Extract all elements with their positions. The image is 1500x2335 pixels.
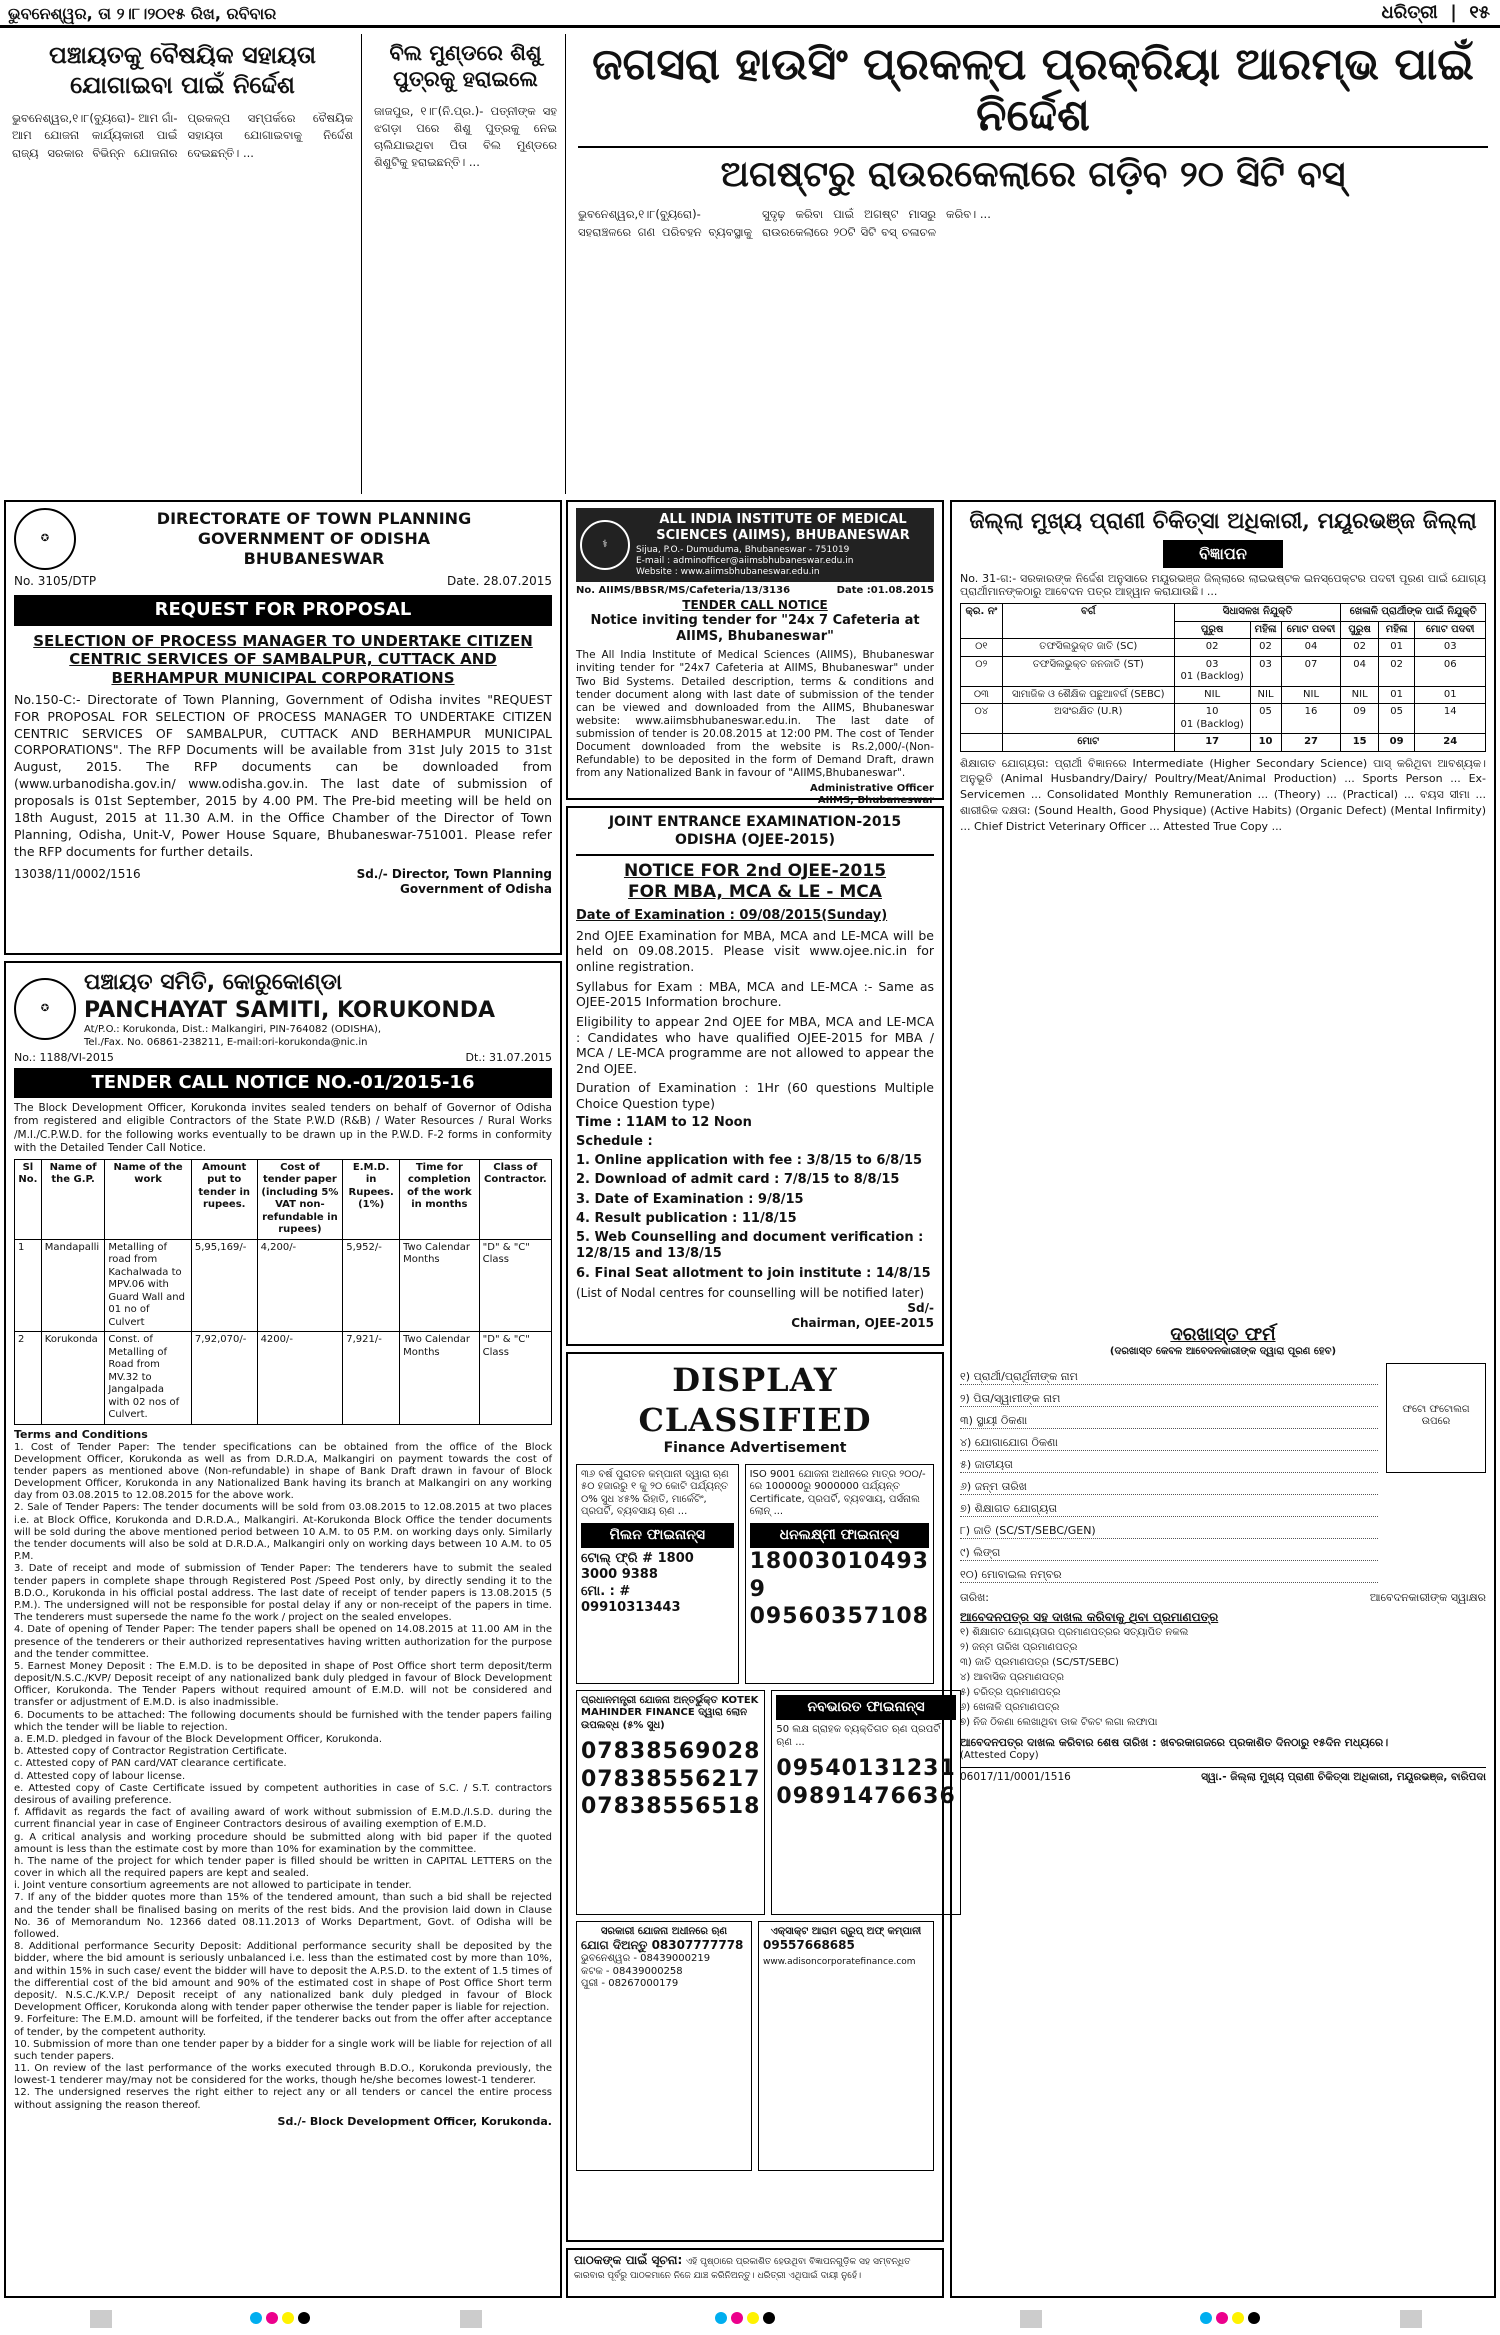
cyan-dot-icon [1200, 2312, 1212, 2324]
term-item: 4. Date of opening of Tender Paper: The tender papers shall be opened on 14.08.2015 at 11.00 AM in the presence of the tenderers or their authorized representatives having written authorization for the purpose and the tender committee. [14, 1624, 552, 1660]
col-header: ମହିଳା [1378, 621, 1415, 639]
aiims-logo-icon: ⚕ [580, 520, 630, 570]
table-cell: 01 [1415, 686, 1486, 704]
table-cell: 01 [1378, 639, 1415, 657]
aiims-address: Sijua, P.O.- Dumuduma, Bhubaneswar - 751019 [636, 544, 850, 555]
cvo-title: ଜିଲ୍ଲା ମୁଖ୍ୟ ପ୍ରାଣୀ ଚିକିତ୍ସା ଅଧିକାରୀ, ମୟୂରଭଞ୍ଜ ଜିଲ୍ଲା [969, 508, 1477, 534]
col-header: ମୋଟ ପଦବୀ [1415, 621, 1486, 639]
table-cell: NIL [1250, 686, 1281, 704]
schedule-item: 2. Download of admit card : 7/8/15 to 8/8/15 [576, 1172, 900, 1188]
form-field: ୨) ପିତା/ସ୍ୱାମୀଙ୍କ ନାମ [960, 1385, 1378, 1407]
cvo-intro: No. 31-ଗ:- ସରକାରଙ୍କ ନିର୍ଦ୍ଦେଶ ଅନୁସାରେ ମୟୂରଭଞ୍ଜ ଜିଲ୍ଲାରେ ଲାଇଭଷ୍ଟକ ଇନସ୍ପେକ୍ଟର ପଦବୀ ପୂରଣ ପାଇଁ ଯୋଗ୍ୟ ପ୍ରାର୍ଥୀମାନଙ୍କଠାରୁ ଆବେଦନ ପତ୍ର ଆହ୍ୱାନ କରାଯାଉଛି। ... [960, 571, 1486, 599]
table-row [15, 1332, 552, 1425]
ad-exact-aram [758, 1921, 934, 2171]
terms-list [14, 1442, 552, 2112]
attested-note: (Attested Copy) [960, 1750, 1039, 1761]
table-cell: NIL [1341, 686, 1378, 704]
page-number: ୧୫ [1469, 2, 1490, 23]
form-field: ୪) ଯୋଗାଯୋଗ ଠିକଣା [960, 1429, 1378, 1451]
col-header: Name of the work [105, 1159, 191, 1239]
black-dot-icon [298, 2312, 310, 2324]
table-cell: 09 [1378, 734, 1415, 752]
col-header: Name of the G.P. [41, 1159, 105, 1239]
branch-item: ଭୁବନେଶ୍ୱର - 08439000219 [581, 1953, 711, 1964]
ojee-note: (List of Nodal centres for counselling will be notified later) [576, 1285, 925, 1300]
table-cell: ୦୩ [961, 686, 1003, 704]
ad-ojee-notice [566, 806, 944, 1346]
ojee-schedule-label: Schedule : [576, 1133, 653, 1149]
ad-code: 06017/11/0001/1516 [960, 1770, 1071, 1783]
table-cell: Metalling of road from Kachalwada to MPV.06 with Guard Wall and 01 no of Culvert [105, 1239, 191, 1332]
table-cell: 5,952/- [343, 1239, 400, 1332]
term-item: i. Joint venture consortium agreements are not allowed to participate in tender. [14, 1880, 412, 1892]
table-cell: ତଫସିଲଭୁକ୍ତ ଜାତି (SC) [1002, 639, 1174, 657]
table-cell: 02 [1250, 639, 1281, 657]
aiims-name-1: ALL INDIA INSTITUTE OF MEDICAL [659, 512, 907, 527]
black-dot-icon [1248, 2312, 1260, 2324]
posts-table [960, 603, 1486, 752]
table-cell: ତଫସିଲଭୁକ୍ତ ଜନଜାତି (ST) [1002, 656, 1174, 686]
term-item: e. Attested copy of Caste Certificate issued by competent authorities in case of S.C. / S.T. contractors desirous of availing preference. [14, 1782, 552, 1806]
rfp-body: No.150-C:- Directorate of Town Planning, Government of Odisha invites "REQUEST FOR PROPOSAL FOR SELECTION OF PROCESS MANAGER TO UNDERTAKE CITIZEN CENTRIC SERVICES OF SAMBALPUR, CUTTACK AND BERHAMPUR MUNICIPAL CORPORATIONS". The RFP Documents will be available from 31st July 2015 to 31st August, 2015. The RFP documents can be downloaded from (www.urbanodisha.gov.in/ www.odisha.gov.in. The last date of submission of proposals is 01st September, 2015 by 4.00 PM. The Pre-bid meeting will be held on 18th August, 2015 at 11.30 A.M. in the Office Chamber of the Director of Town Planning, Odisha, Unit-V, Power House Square, Bhubaneswar-751001. Please refer the RFP documents for further details. [14, 691, 552, 859]
cert-item: ୬) ଖେଳାଳି ପ୍ରମାଣପତ୍ର [960, 1702, 1060, 1714]
table-cell: 10 01 (Backlog) [1174, 704, 1250, 734]
notice-body: ଏହି ପୃଷ୍ଠାରେ ପ୍ରକାଶିତ ହେଉଥିବା ବିଜ୍ଞାପନଗୁଡ଼ିକ ସହ ସମ୍ବନ୍ଧିତ କାରବାର ପୂର୍ବରୁ ପାଠକମାନେ ନିଜେ ଯାଞ୍ଚ କରିନିଅନ୍ତୁ। ଧରିତ୍ରୀ ଏଥିପାଇଁ ଦାୟୀ ନୁହେଁ। [574, 2257, 911, 2282]
signatory: Sd./- Block Development Officer, Korukonda. [277, 2114, 552, 2128]
table-cell: 4200/- [257, 1332, 343, 1425]
schedule-item: 3. Date of Examination : 9/8/15 [576, 1191, 804, 1207]
registration-square-icon [90, 2310, 112, 2328]
rfp-title: SELECTION OF PROCESS MANAGER TO UNDERTAKE CITIZEN CENTRIC SERVICES OF SAMBALPUR, CUTTACK AND BERHAMPUR MUNICIPAL CORPORATIONS [33, 631, 533, 687]
magenta-dot-icon [1216, 2312, 1228, 2324]
tender-heading: Notice inviting tender for "24x 7 Cafeteria at AIIMS, Bhubaneswar" [590, 612, 920, 644]
ad-aiims-tender [566, 500, 944, 806]
table-cell: 03 [1415, 639, 1486, 657]
table-row [961, 656, 1486, 686]
table-cell: 27 [1281, 734, 1341, 752]
table-cell: "D" & "C" Class [479, 1332, 551, 1425]
table-cell: 06 [1415, 656, 1486, 686]
table-cell: Two Calendar Months [400, 1332, 480, 1425]
table-cell: 05 [1250, 704, 1281, 734]
news-headline: ବିଲ ମୁଣ୍ଡରେ ଶିଶୁ ପୁତ୍ରକୁ ହରାଇଲେ [389, 40, 542, 92]
yellow-dot-icon [282, 2312, 294, 2324]
table-cell: Two Calendar Months [400, 1239, 480, 1332]
ad-phone: 07838569028 [581, 1739, 761, 1764]
signatory-org: AIIMS, Bhubaneswar [817, 795, 934, 806]
ad-company: ନବଭାରତ ଫାଇନାନ୍ସ [776, 1695, 955, 1721]
table-cell: 05 [1378, 704, 1415, 734]
cert-item: ୧) ଶିକ୍ଷାଗତ ଯୋଗ୍ୟତାର ପ୍ରମାଣପତ୍ରର ସତ୍ୟାପିତ ନକଲ [960, 1627, 1189, 1639]
term-item: 1. Cost of Tender Paper: The tender specifications can be obtained from the office of the Block Development Officer, Korukonda as well as from D.R.D.A, Malkangiri on payment towards the cost of tender papers as mentioned above (Non-refundable) in shape of Bank Draft drawn in favour of Block Development Officer, Korukonda in any Nationalized Bank having its branch at Malkangiri on any working day from 03.08.2015 to 12.08.2015 for the above work. [14, 1441, 552, 1502]
table-cell: ମୋଟ [1002, 734, 1174, 752]
ojee-para-3: Eligibility to appear 2nd OJEE for MBA, MCA and LE-MCA : Candidates who have qualified OJEE-2015 for MBA / MCA / LE-MCA programme are not allowed to appear the 2nd OJEE. [576, 1013, 934, 1076]
table-cell: ସାମାଜିକ ଓ ଶୈକ୍ଷିକ ପଛୁଆବର୍ଗ (SEBC) [1002, 686, 1174, 704]
ojee-title-1: JOINT ENTRANCE EXAMINATION-2015 [608, 814, 902, 830]
term-item: g. A critical analysis and working procedure should be submitted along with bid paper if the quoted amount is less than the estimate cost by more than 10% for examination by the committee. [14, 1831, 552, 1855]
notice-date: Date :01.08.2015 [836, 585, 934, 597]
signatory: Sd/- [907, 1300, 934, 1315]
ojee-title-2: ODISHA (OJEE-2015) [674, 831, 836, 848]
display-classified [566, 1352, 956, 2242]
ad-company: ଧନଲକ୍ଷ୍ମୀ ଫାଇନାନ୍ସ [750, 1523, 929, 1549]
news-headline-housing: ଜଗସରା ହାଉସିଂ ପ୍ରକଳ୍ପ ପ୍ରକ୍ରିୟା ଆରମ୍ଭ ପାଇଁ ନିର୍ଦ୍ଦେଶ [592, 39, 1474, 141]
table-cell [961, 734, 1003, 752]
ad-phone: 09560357108 [749, 1604, 929, 1629]
table-total-row [961, 734, 1486, 752]
table-cell: 07 [1281, 656, 1341, 686]
ad-phone: ଯୋଗ ଦିଅନ୍ତୁ 08307777778 [581, 1938, 744, 1952]
term-item: 11. On review of the last performance of the works executed through B.D.O., Korukonda previously, the lowest-1 tenderer may/may not be considered for the works, though he/she becomes lowest-1 tenderer. [14, 2063, 552, 2087]
dateline: ଭୁବନେଶ୍ୱର, ତା ୨।୮।୨୦୧୫ ରିଖ, ରବିବାର [8, 4, 277, 23]
form-field: ୩) ସ୍ଥାୟୀ ଠିକଣା [960, 1407, 1378, 1429]
schedule-item: 6. Final Seat allotment to join institute : 14/8/15 [576, 1265, 931, 1281]
table-cell: NIL [1281, 686, 1341, 704]
table-cell: 4,200/- [257, 1239, 343, 1332]
cvo-sub: ବିଜ୍ଞାପନ [1163, 540, 1283, 568]
col-header: ମହିଳା [1250, 621, 1281, 639]
ad-text: 50 ଲକ୍ଷ ଗ୍ରାହକ ବ୍ୟକ୍ତିଗତ ଋଣ ପ୍ରପର୍ଟି ଋଣ ... [776, 1724, 941, 1748]
col-header: ବର୍ଗ [1002, 604, 1174, 639]
ad-cvo-mayurbhanj [950, 500, 1496, 2298]
news-headline-bus: ଅଗଷ୍ଟରୁ ରାଉରକେଲାରେ ଗଡ଼ିବ ୨୦ ସିଟି ବସ୍ [720, 153, 1346, 196]
ad-phone: 07838556217 [581, 1766, 761, 1792]
tender-body: The All India Institute of Medical Sciences (AIIMS), Bhubaneswar inviting tender for "24x7 Cafeteria at AIIMS, Bhubaneswar" under Two Bid Systems. Detailed description, terms & conditions and tender document along with last date of submission of the tender can be viewed and downloaded from the AIIMS, Bhubaneswar website: www.aiimsbhubaneswar.edu.in. The last date of submission of tender is 20.08.2015 at 12:00 PM. The cost of Tender Document downloaded from the website is Rs.2,000/-(Non-Refundable) to be deposited in the form of Demand Draft, drawn from any Nationalized Bank in favour of "AIIMS,Bhubaneswar". [576, 649, 934, 780]
yellow-dot-icon [1232, 2312, 1244, 2324]
aiims-email: E-mail : adminofficer@aiimsbhubaneswar.edu.in [636, 555, 854, 566]
ad-phone: 09891476636 [776, 1783, 956, 1809]
table-cell: 24 [1415, 734, 1486, 752]
masthead: ଧରିତ୍ରୀ [1381, 2, 1438, 23]
ad-company: ମିଲନ ଫାଇନାନ୍ସ [581, 1523, 734, 1549]
odisha-emblem-icon: ✪ [14, 978, 76, 1040]
signatory: Administrative Officer [810, 782, 934, 794]
registration-square-icon [1020, 2310, 1042, 2328]
term-item: h. The name of the project for which tender paper is filled should be written in CAPITAL LETTERS on the cover in which all the required papers are kept and sealed. [14, 1855, 552, 1880]
col-header: Time for completion of the work in months [400, 1159, 480, 1239]
term-item: b. Attested copy of Contractor Registration Certificate. [14, 1746, 288, 1758]
form-field: ୭) ଶିକ୍ଷାଗତ ଯୋଗ୍ୟତା [960, 1495, 1378, 1517]
cert-item: ୨) ଜନ୍ମ ତାରିଖ ପ୍ରମାଣପତ୍ର [960, 1642, 1078, 1654]
notice-title: ପାଠକଙ୍କ ପାଇଁ ସୂଚନା: [574, 2253, 683, 2267]
signatory: ସ୍ୱା.- ଜିଲ୍ଲା ମୁଖ୍ୟ ପ୍ରାଣୀ ଚିକିତ୍ସା ଅଧିକାରୀ, ମୟୂରଭଞ୍ଜ, ବାରିପଦା [1201, 1770, 1486, 1783]
table-cell: 15 [1341, 734, 1378, 752]
signatory-org: Chairman, OJEE-2015 [791, 1315, 934, 1330]
signatory: Sd./- Director, Town Planning [356, 866, 552, 881]
ref-number: No. AIIMS/BBSR/MS/Cafeteria/13/3136 [576, 585, 791, 597]
registration-square-icon [1400, 2310, 1422, 2328]
ojee-notice-1: NOTICE FOR 2nd OJEE-2015 [623, 861, 887, 881]
ojee-exam-date: Date of Examination : 09/08/2015(Sunday) [576, 907, 888, 923]
table-cell: 09 [1341, 704, 1378, 734]
ad-website: www.adisoncorporatefinance.com [763, 1957, 916, 1967]
ad-phone: 18003010493​9 [749, 1549, 929, 1602]
classified-subtitle: Finance Advertisement [663, 1440, 847, 1456]
rfp-banner: REQUEST FOR PROPOSAL [14, 595, 552, 626]
form-field: ୮) ଜାତି (SC/ST/SEBC/GEN) [960, 1517, 1378, 1539]
ad-milan-finance [576, 1464, 739, 1684]
ad-dtp-rfp [4, 500, 562, 955]
notice-date: Dt.: 31.07.2015 [465, 1051, 552, 1064]
col-header: କ୍ର. ନଂ [961, 604, 1003, 639]
terms-label: Terms and Conditions [14, 1427, 148, 1441]
col-header: ପୁରୁଷ [1174, 621, 1250, 639]
branch-item: ପୁରୀ - 08267000179 [581, 1978, 679, 1989]
page-header [0, 0, 1500, 28]
group-header: ଖେଳାଳି ପ୍ରାର୍ଥୀଙ୍କ ପାଇଁ ନିଯୁକ୍ତି [1341, 604, 1486, 622]
cyan-dot-icon [715, 2312, 727, 2324]
term-item: 10. Submission of more than one tender paper by a bidder for a single work will be liable for rejection of all such tender papers. [14, 2038, 552, 2062]
cert-item: ୭) ନିଜ ଠିକଣା ଲେଖାଥିବା ଡାକ ଟିକଟ ଲଗା ଲଫାପା [960, 1717, 1158, 1729]
term-item: d. Attested copy of labour license. [14, 1770, 186, 1782]
table-cell: 2 [15, 1332, 42, 1425]
ad-text: ISO 9001 ଯୋଜନା ଅଧୀନରେ ମାତ୍ର ୨୦୦/- ରେ 100000ରୁ 9000000 ପର୍ଯ୍ୟନ୍ତ Certificate, ପ୍ରପର୍ଟି, ବ୍ୟବସାୟ, ପର୍ସନାଲ ଲୋନ୍ ... [749, 1468, 926, 1517]
ad-phone: 09557668685 [763, 1938, 855, 1952]
cert-item: ୪) ଆବାସିକ ପ୍ରମାଣପତ୍ର [960, 1672, 1064, 1684]
last-date: ଆବେଦନପତ୍ର ଦାଖଲ କରିବାର ଶେଷ ତାରିଖ : ଖବରକାଗଜରେ ପ୍ରକାଶିତ ଦିନଠାରୁ ୧୫ଦିନ ମଧ୍ୟରେ। [960, 1736, 1389, 1750]
ojee-time: Time : 11AM to 12 Noon [576, 1114, 752, 1130]
aiims-name-2: SCIENCES (AIIMS), BHUBANESWAR [656, 528, 910, 544]
table-cell: "D" & "C" Class [479, 1239, 551, 1332]
table-cell: 04 [1281, 639, 1341, 657]
yellow-dot-icon [747, 2312, 759, 2324]
photo-box: ଫଟୋ ଫଟୋଲଗ ଉପରେ [1386, 1363, 1486, 1473]
form-title: ଦରଖାସ୍ତ ଫର୍ମ [1170, 1323, 1276, 1345]
term-item: c. Attested copy of PAN card/VAT clearance certificate. [14, 1758, 287, 1770]
table-cell: 02 [1174, 639, 1250, 657]
table-cell: 02 [1378, 656, 1415, 686]
cyan-dot-icon [250, 2312, 262, 2324]
ref-number: No.: 1188/VI-2015 [14, 1051, 114, 1064]
aiims-website: Website : www.aiimsbhubaneswar.edu.in [636, 567, 820, 577]
term-item: 12. The undersigned reserves the right either to reject any or all tenders or cancel the entire process without assigning the reason thereof. [14, 2087, 552, 2111]
magenta-dot-icon [266, 2312, 278, 2324]
ad-code: 13038/11/0002/1516 [14, 866, 141, 881]
ad-title: ସରକାରୀ ଯୋଜନା ଅଧୀନରେ ଋଣ [600, 1925, 728, 1937]
form-field: ୬) ଜନ୍ମ ତାରିଖ [960, 1473, 1378, 1495]
ad-govt-scheme-loan [576, 1921, 752, 2171]
ad-kotek-finance [576, 1690, 765, 1915]
table-row [961, 686, 1486, 704]
org-line-2: GOVERNMENT OF ODISHA [197, 529, 431, 548]
col-header: ମୋଟ ପଦବୀ [1281, 621, 1341, 639]
news-body: ଜାଜପୁର, ୧।୮(ନି.ପ୍ର.)- ପତ୍ନୀଙ୍କ ସହ ଝଗଡ଼ା ପରେ ଶିଶୁ ପୁତ୍ରକୁ ନେଇ ଚାଲିଯାଇଥିବା ପିତା ବିଲ ମୁଣ୍ଡରେ ଶିଶୁଟିକୁ ହରାଇଛନ୍ତି। ... [374, 103, 557, 170]
org-line-3: BHUBANESWAR [243, 549, 385, 568]
col-header: Sl No. [15, 1159, 42, 1239]
ad-phone: ଟୋଲ୍ ଫ୍ରି # 1800 3000 9388 [581, 1551, 694, 1583]
black-dot-icon [763, 2312, 775, 2324]
form-field: ୧) ପ୍ରାର୍ଥୀ/ପ୍ରାର୍ଥିନୀଙ୍କ ନାମ [960, 1363, 1378, 1385]
ad-text: ପ୍ରଧାନମନ୍ତ୍ରୀ ଯୋଜନା ଅନ୍ତର୍ଭୁକ୍ତ KOTEK MAHINDER FINANCE ଦ୍ୱାରା ଲୋନ ଉପଲବ୍ଧ (୫% ସୁଧ) [581, 1694, 759, 1731]
cvo-body: ଶିକ୍ଷାଗତ ଯୋଗ୍ୟତା: ପ୍ରାର୍ଥୀ ବିଜ୍ଞାନରେ Intermediate (Higher Secondary Science) ପାସ୍ କରିଥିବା ଆବଶ୍ୟକ। ଅନୁଭୂତି (Animal Husbandry/Dairy/ Poultry/Meat/Animal Production) ... Sports Person ... Ex-Servicemen ... Consolidated Monthly Remuneration ... (Theory) ... (Practical) ... ବୟସ ସୀମା ... ଶାରୀରିକ ଦକ୍ଷତା: (Sound Health, Good Physique) (Active Habits) (Organic Defect) (Mental Infirmity) ... Chief District Veterinary Officer ... Attested True Copy ... [960, 756, 1486, 834]
table-cell: NIL [1174, 686, 1250, 704]
tcn-intro: The Block Development Officer, Korukonda invites sealed tenders on behalf of Governor of Odisha from registered and eligible Contractors of the State P.W.D (R&B) / Water Resources / Rural Works /M.I./C.P.W.D. for the following works eventually to be drawn up in the P.W.D. F-2 forms in conformity with the Detailed Tender Call Notice. [14, 1102, 552, 1154]
form-field: ୯) ଲିଙ୍ଗ [960, 1539, 1378, 1561]
term-item: a. E.M.D. pledged in favour of the Block Development Officer, Korukonda. [14, 1734, 383, 1745]
notice-date: Date. 28.07.2015 [446, 574, 552, 588]
samiti-address: At/P.O.: Korukonda, Dist.: Malkangiri, PIN-764082 (ODISHA), [84, 1024, 382, 1035]
ad-phone: ମୋ. : # 09910313443 [581, 1583, 681, 1615]
table-header-row [15, 1159, 552, 1239]
branch-item: କଟକ - 08439000258 [581, 1965, 683, 1977]
samiti-name: PANCHAYAT SAMITI, KORUKONDA [84, 997, 496, 1023]
table-cell: Const. of Metalling of Road from MV.32 to Jangalpada with 02 nos of Culvert. [105, 1332, 191, 1425]
table-cell: 14 [1415, 704, 1486, 734]
ad-phone: 09540131231 [776, 1756, 956, 1781]
ad-text: ୩୬ ବର୍ଷ ପୁରାତନ କମ୍ପାନୀ ଦ୍ୱାରା ଋଣ ୫୦ ହଜାରରୁ ୧ କୁ ୨୦ କୋଟି ପର୍ଯ୍ୟନ୍ତ ୦% ସୁଧ ୪୫% ରିହାତି, ମାର୍କେଟିଂ, ପ୍ରପର୍ଟି, ବ୍ୟବସାୟ ଋଣ ... [581, 1468, 729, 1517]
cert-title: ଆବେଦନପତ୍ର ସହ ଦାଖଲ କରିବାକୁ ଥିବା ପ୍ରମାଣପତ୍ର [960, 1610, 1219, 1625]
readers-notice [566, 2248, 944, 2298]
signatory-org: Government of Odisha [400, 881, 552, 896]
table-cell: 7,921/- [343, 1332, 400, 1425]
ad-dhanalaxmi-finance [745, 1464, 934, 1684]
table-cell: ୦୧ [961, 639, 1003, 657]
col-header: Cost of tender paper (including 5% VAT non-refundable in rupees) [257, 1159, 343, 1239]
table-cell: Mandapalli [41, 1239, 105, 1332]
ad-title: ଏକ୍ସାକ୍ଟ ଆରାମ ଗ୍ରୁପ୍ ଅଫ୍ କମ୍ପାନୀ [770, 1925, 922, 1937]
table-cell: 01 [1378, 686, 1415, 704]
table-cell: 16 [1281, 704, 1341, 734]
applicant-signature: ଆବେଦନକାରୀଙ୍କ ସ୍ୱାକ୍ଷର [1369, 1590, 1486, 1604]
news-body: ଭୁବନେଶ୍ୱର,୧।୮(ବ୍ୟୁରୋ)- ସହରାଞ୍ଚଳରେ ଗଣ ପରିବହନ ବ୍ୟବସ୍ଥାକୁ ସୁଦୃଢ଼ କରିବା ପାଇଁ ଅଗଷ୍ଟ ମାସରୁ ରାଉରକେଲାରେ ୨୦ଟି ସିଟି ବସ୍ ଚଳାଚଳ କରିବ। ... [578, 207, 991, 239]
ojee-schedule [576, 1153, 934, 1282]
col-header: Class of Contractor. [479, 1159, 551, 1239]
news-panchayat-support [4, 34, 362, 494]
ojee-para-4: Duration of Examination : 1Hr (60 questions Multiple Choice Question type) [576, 1080, 934, 1111]
works-table [14, 1159, 552, 1425]
masthead-page: ଧରିତ୍ରୀ | ୧୫ [1381, 2, 1490, 23]
form-subtitle: (ଦରଖାସ୍ତ କେବଳ ଆବେଦନକାରୀଙ୍କ ଦ୍ୱାରା ପୂରଣ ହେବ) [1109, 1346, 1337, 1357]
table-cell: ୦୨ [961, 656, 1003, 686]
term-item: 7. If any of the bidder quotes more than 15% of the tendered amount, than such a bid shall be rejected and the tender shall be finalised basing on merits of the rest bids. And the provision laid down in Clause No. 36 of Memorandum No. 12366 dated 08.11.2013 of Works Department, Govt. of Odisha will be followed. [14, 1892, 552, 1940]
ref-number: No. 3105/DTP [14, 574, 97, 588]
ad-phone: 07838556518 [581, 1794, 761, 1819]
news-housing-bus [570, 34, 1496, 494]
table-row [961, 639, 1486, 657]
group-header: ସିଧାସଳଖ ନିଯୁକ୍ତି [1174, 604, 1341, 622]
schedule-item: 4. Result publication : 11/8/15 [576, 1210, 797, 1226]
ojee-para-2: Syllabus for Exam : MBA, MCA and LE-MCA :- Same as OJEE-2015 Information brochure. [576, 978, 934, 1010]
classified-title: DISPLAY CLASSIFIED [638, 1361, 872, 1439]
term-item: 2. Sale of Tender Papers: The tender documents will be sold from 03.08.2015 to 12.08.2015 at two places i.e. at Block Office, Korukonda and D.R.D.A., Malkangiri. At-Korukonda Block Office the tender documents will be sold during the above mentioned period between 10 A.M. to 05 P.M. on working days only. Similarly the tender documents will also be sold at D.R.D.A., Malkangiri only on working days between 10 A.M. to 05 P.M. [14, 1502, 552, 1563]
odisha-emblem-icon: ✪ [14, 508, 76, 570]
term-item: 5. Earnest Money Deposit : The E.M.D. is to be deposited in shape of Post Office short term deposit/term deposit/N.S.C./KVP/ Deposit receipt of any nationalized bank duly pledged in favour of Block Development Officer, Korukonda. The Tender Papers without required amount of E.M.D. will not be considered and transfer or adjustment of E.M.D. is also inadmissible. [14, 1660, 552, 1709]
schedule-item: 1. Online application with fee : 3/8/15 to 6/8/15 [576, 1153, 923, 1169]
table-cell: ୦୪ [961, 704, 1003, 734]
col-header: ପୁରୁଷ [1341, 621, 1378, 639]
tcn-banner: TENDER CALL NOTICE NO.-01/2015-16 [14, 1068, 552, 1099]
table-cell: 17 [1174, 734, 1250, 752]
tender-call-notice: TENDER CALL NOTICE [682, 597, 828, 612]
term-item: 8. Additional performance Security Deposit: Additional performance security shall be deposited by the bidder, where the bid amount is seriously unbalanced i.e. less than the estimated cost by more than 10%, and within 15% in such case/ event the bidder will have to deposit the A.P.S.D. to the extent of 1.5 times of the differential cost of the bid amount and 90% of the estimated cost in shape of Post Office Short term deposit/. N.S.C./K.V.P./ Deposit receipt of any nationalized bank duly pledged in favour of Block Development Officer, Korukonda along with tender paper otherwise the tender paper is liable for rejection. [14, 1941, 552, 2014]
ad-korukonda-tender [4, 961, 562, 2298]
table-cell: Korukonda [41, 1332, 105, 1425]
cert-item: ୫) ଚରିତ୍ର ପ୍ରମାଣପତ୍ର [960, 1687, 1061, 1699]
table-cell: 03 [1250, 656, 1281, 686]
date-label: ତାରିଖ: [960, 1590, 990, 1604]
table-cell: 04 [1341, 656, 1378, 686]
table-cell: 02 [1341, 639, 1378, 657]
table-row [15, 1239, 552, 1332]
term-item: f. Affidavit as regards the fact of availing award of work without submission of E.M.D./I.S.D. during the current financial year in case of Engineer Contractors desirous of availing exemption of E.M.D. [14, 1807, 552, 1831]
print-registration-marks [0, 2302, 1500, 2335]
cert-list [960, 1625, 1486, 1730]
news-body: ଭୁବନେଶ୍ୱର,୧।୮(ବ୍ୟୁରୋ)- ଆମ ଗାଁ-ଆମ ଯୋଜନା କାର୍ଯ୍ୟକାରୀ ପାଇଁ ରାଜ୍ୟ ସରକାର ବିଭିନ୍ନ ଯୋଜନାର ପ୍ରକଳ୍ପ ସମ୍ପର୍କରେ ବୈଷୟିକ ସହାୟତା ଯୋଗାଇବାକୁ ନିର୍ଦ୍ଦେଶ ଦେଇଛନ୍ତି। ... [12, 111, 353, 160]
term-item: 9. Forfeiture: The E.M.D. amount will be forfeited, if the tenderer backs out from the offer after acceptance of tender, by the competent authority. [14, 2014, 552, 2038]
col-header: E.M.D. in Rupees. (1%) [343, 1159, 400, 1239]
term-item: 3. Date of receipt and mode of submission of Tender Paper: The tenderers have to submit the sealed tender papers in complete shape through Registered Post /Speed Post only, by directly sending it to the B.D.O., Korukonda in his official postal address. The last date of receipt of tender papers is 13.08.2015 (5 P.M.). The undersigned will not be responsible for postal delay if any or non-receipt of the papers in time. The tenderers must supersede the name fo the work / project on the sealed envelopes. [14, 1563, 552, 1624]
table-row [961, 704, 1486, 734]
table-cell: 10 [1250, 734, 1281, 752]
samiti-contact: Tel./Fax. No. 06861-238211, E-mail:ori-korukonda@nic.in [84, 1036, 368, 1048]
term-item: 6. Documents to be attached: The following documents should be furnished with the tender papers failing which the tender will be liable to rejection. [14, 1709, 552, 1733]
ojee-notice-2: FOR MBA, MCA & LE - MCA [628, 882, 882, 903]
ad-nabharat-finance [771, 1690, 960, 1915]
schedule-item: 5. Web Counselling and document verification : 12/8/15 and 13/8/15 [576, 1230, 924, 1262]
magenta-dot-icon [731, 2312, 743, 2324]
table-cell: 03 01 (Backlog) [1174, 656, 1250, 686]
table-cell: 1 [15, 1239, 42, 1332]
cert-item: ୩) ଜାତି ପ୍ରମାଣପତ୍ର (SC/ST/SEBC) [960, 1657, 1119, 1669]
form-field: ୧୦) ମୋବାଇଲ ନମ୍ବର [960, 1561, 1378, 1583]
registration-square-icon [460, 2310, 482, 2328]
ojee-para-1: 2nd OJEE Examination for MBA, MCA and LE-MCA will be held on 09.08.2015. Please visit www.ojee.nic.in for online registration. [576, 927, 934, 974]
news-headline: ପଞ୍ଚାୟତକୁ ବୈଷୟିକ ସହାୟତା ଯୋଗାଇବା ପାଇଁ ନିର୍ଦ୍ଦେଶ [49, 40, 316, 99]
samiti-name-odia: ପଞ୍ଚାୟତ ସମିତି, କୋରୁକୋଣ୍ଡା [84, 970, 342, 995]
col-header: Amount put to tender in rupees. [191, 1159, 257, 1239]
table-cell: 5,95,169/- [191, 1239, 257, 1332]
table-cell: ଅସଂରକ୍ଷିତ (U.R) [1002, 704, 1174, 734]
org-line-1: DIRECTORATE OF TOWN PLANNING [156, 509, 472, 528]
table-cell: 7,92,070/- [191, 1332, 257, 1425]
form-field: ୫) ଜାତୀୟତା [960, 1451, 1378, 1473]
news-child-lost [366, 34, 566, 494]
